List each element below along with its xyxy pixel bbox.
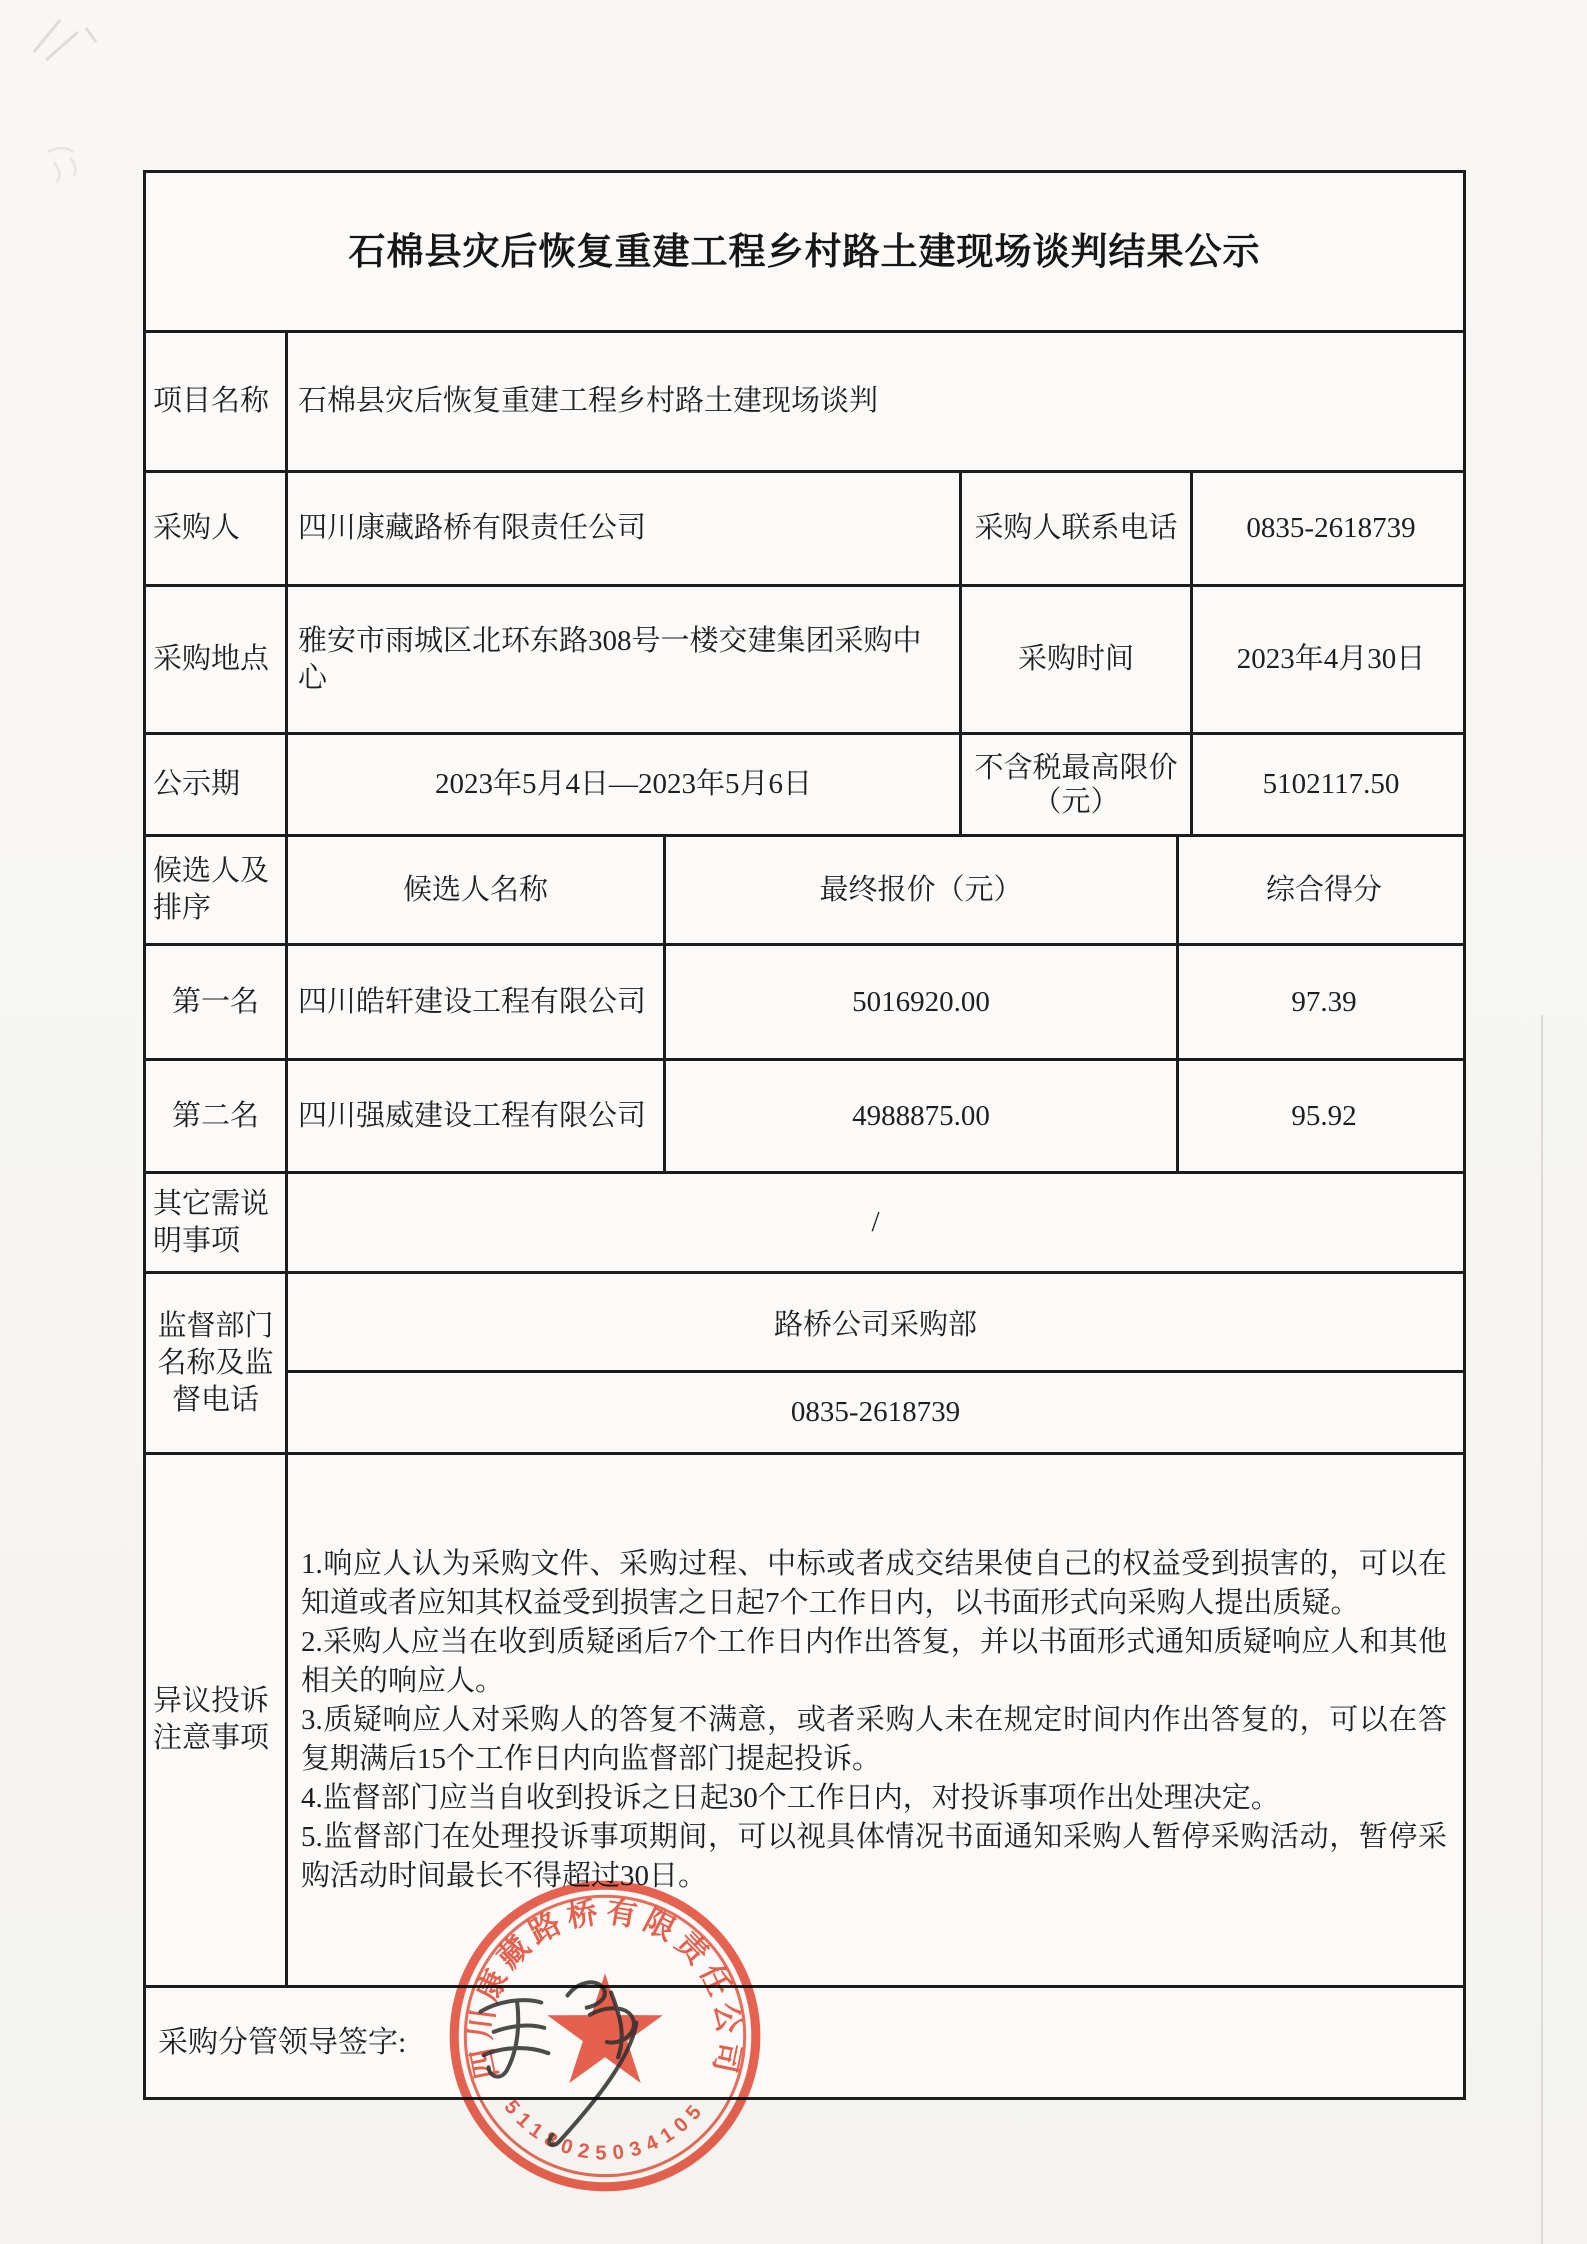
other-notes-label: 其它需说明事项: [153, 1187, 270, 1257]
supervision-dept: 路桥公司采购部: [773, 1308, 977, 1341]
official-seal-stamp: [438, 1872, 772, 2206]
candidate-price: 4988875.00: [663, 1061, 1176, 1171]
candidate-name: 四川皓轩建设工程有限公司: [285, 946, 663, 1058]
location-label: 采购地点: [153, 643, 270, 675]
score-header: 综合得分: [1176, 837, 1469, 943]
purchaser-value: 四川康藏路桥有限责任公司: [285, 473, 959, 584]
objection-row: [146, 1452, 1463, 1985]
price-limit-value: 5102117.50: [1190, 735, 1469, 834]
other-notes-row: [146, 1171, 1463, 1271]
page-title: 石棉县灾后恢复重建工程乡村路土建现场谈判结果公示: [348, 231, 1261, 272]
objection-item-5: 5.监督部门在处理投诉事项期间，可以视具体情况书面通知采购人暂停采购活动，暂停采购活动时间最长不得超过30日。: [301, 1820, 1447, 1892]
title-row: [146, 173, 1463, 330]
price-limit-label: 不含税最高限价（元）: [959, 735, 1190, 834]
purchaser-phone-value: 0835-2618739: [1190, 473, 1469, 584]
handwritten-signature: [481, 1982, 637, 2145]
seal-company-text: 四川康藏路桥有限责任公司: [463, 1894, 747, 2082]
candidate-name: 四川强威建设工程有限公司: [285, 1061, 663, 1171]
supervision-label: 监督部门名称及监督电话: [157, 1309, 274, 1416]
seal-number-text: 5118025034105: [499, 2096, 711, 2165]
scan-artifact-smudge: [40, 140, 90, 186]
candidate-score: 97.39: [1176, 946, 1469, 1058]
location-row: [146, 584, 1463, 732]
project-label: 项目名称: [153, 385, 270, 417]
candidate-name-header: 候选人名称: [285, 837, 663, 943]
publicity-label: 公示期: [153, 768, 241, 800]
supervision-row: [146, 1271, 1463, 1452]
supervision-values: [285, 1274, 1463, 1452]
scan-artifact-pencil-marks: [26, 10, 116, 70]
signature-label: 采购分管领导签字:: [158, 2026, 407, 2059]
purchase-time-value: 2023年4月30日: [1190, 587, 1469, 732]
project-value: 石棉县灾后恢复重建工程乡村路土建现场谈判: [285, 333, 1463, 470]
project-row: [146, 330, 1463, 470]
supervision-phone: 0835-2618739: [288, 1370, 1463, 1452]
signature-row: [146, 1985, 1463, 2097]
table-row-candidate-2: [146, 1058, 1463, 1171]
location-value: 雅安市雨城区北环东路308号一楼交建集团采购中心: [285, 587, 959, 732]
table-row-candidate-1: [146, 943, 1463, 1058]
announcement-table: [143, 170, 1466, 2100]
candidate-rank: 第一名: [171, 985, 259, 1018]
scan-crease-line: [1541, 1015, 1543, 2244]
candidate-score: 95.92: [1176, 1061, 1469, 1171]
objection-item-1: 1.响应人认为采购文件、采购过程、中标或者成交结果使自己的权益受到损害的，可以在知道或者应知其权益受到损害之日起7个工作日内，以书面形式向采购人提出质疑。: [301, 1547, 1447, 1619]
publicity-row: [146, 732, 1463, 834]
objection-item-3: 3.质疑响应人对采购人的答复不满意，或者采购人未在规定时间内作出答复的，可以在答复期满后15个工作日内向监督部门提起投诉。: [301, 1703, 1447, 1775]
objection-label: 异议投诉注意事项: [153, 1685, 270, 1754]
candidate-rank: 第二名: [171, 1099, 259, 1132]
candidate-price: 5016920.00: [663, 946, 1176, 1058]
candidates-header-row: [146, 834, 1463, 943]
purchase-time-label: 采购时间: [959, 587, 1190, 732]
other-notes-value: /: [285, 1174, 1463, 1271]
purchaser-phone-label: 采购人联系电话: [959, 473, 1190, 584]
objection-item-2: 2.采购人应当在收到质疑函后7个工作日内作出答复，并以书面形式通知质疑响应人和其他相关的响应人。: [301, 1625, 1447, 1697]
purchaser-label: 采购人: [153, 512, 241, 544]
objection-item-4: 4.监督部门应当自收到投诉之日起30个工作日内，对投诉事项作出处理决定。: [301, 1781, 1280, 1814]
publicity-value: 2023年5月4日—2023年5月6日: [285, 735, 959, 834]
final-price-header: 最终报价（元）: [663, 837, 1176, 943]
purchaser-row: [146, 470, 1463, 584]
candidates-rank-header: 候选人及排序: [153, 855, 270, 924]
